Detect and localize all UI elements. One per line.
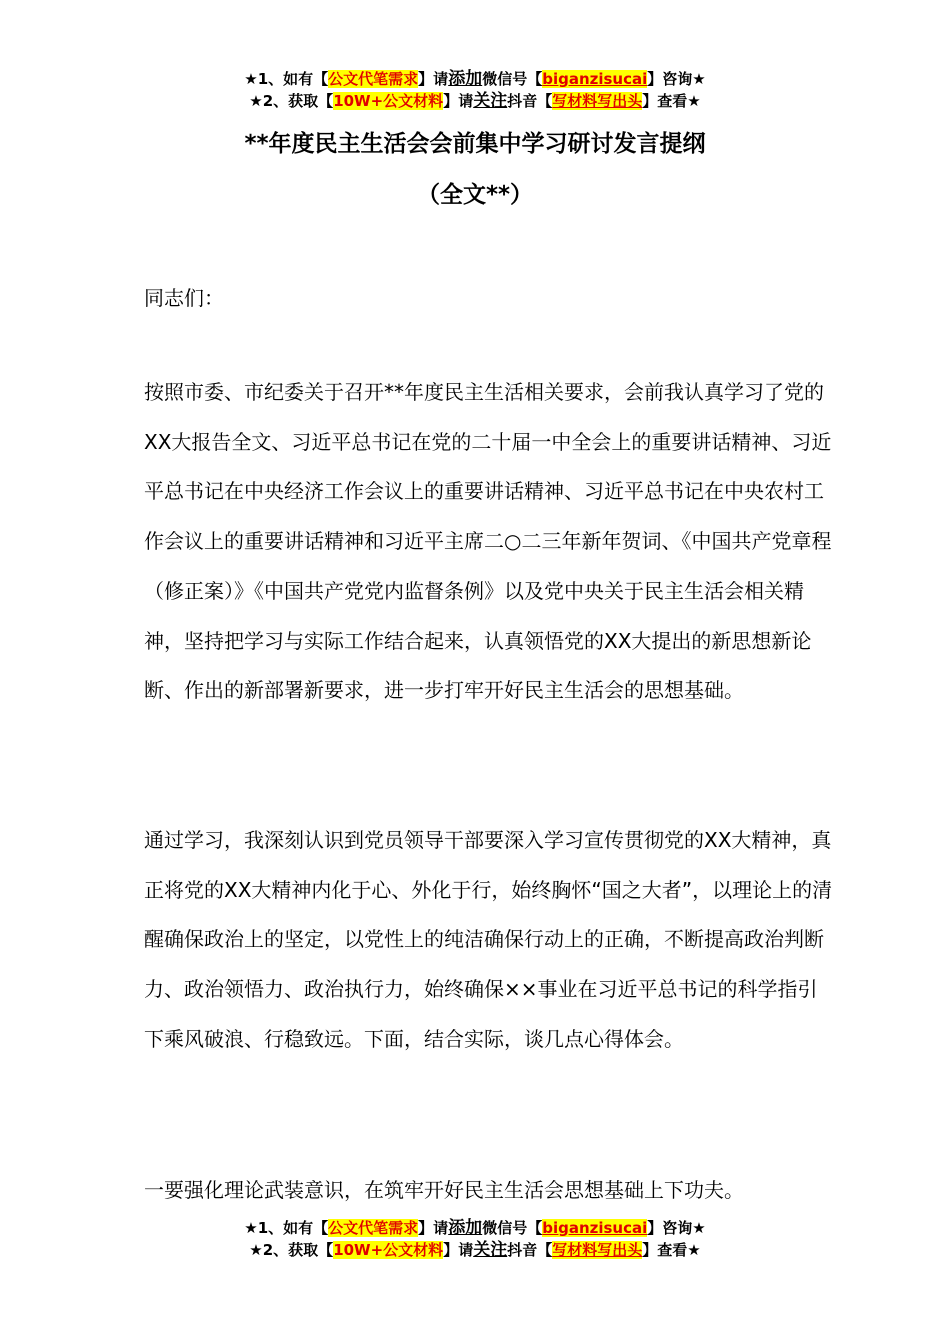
promo-emphasis: 关注: [473, 91, 508, 111]
promo-text: 】咨询★: [647, 1219, 706, 1237]
promo-text: 】查看★: [642, 92, 701, 110]
promo-highlight-service: 公文代笔需求: [328, 1219, 419, 1237]
promo-douyin-id[interactable]: 写材料写出头: [552, 1241, 643, 1259]
promo-text: ★1、如有【: [244, 70, 329, 88]
paragraph-3: 一要强化理论武装意识，在筑牢开好民主生活会思想基础上下功夫。: [144, 1178, 744, 1202]
promo-text: 】请: [418, 1219, 449, 1237]
paragraph-2: 通过学习，我深刻认识到党员领导干部要深入学习宣传贯彻党的XX大精神，真正将党的XX大精神内化于心、外化于行，始终胸怀“国之大者”，以理论上的清醒确保政治上的坚定，以党性上的纯洁确保行动上的正确，不断提高政治判断力、政治领悟力、政治执行力，始终确保××事业在习近平总书记的科学指引下乘风破浪、行稳致远。下面，结合实际，谈几点心得体会。: [144, 828, 833, 1051]
promo-line-1: [0, 1217, 950, 1239]
promo-text: 抖音【: [507, 92, 553, 110]
paragraph-1: 按照市委、市纪委关于召开**年度民主生活相关要求，会前我认真学习了党的XX大报告全文、习近平总书记在党的二十届一中全会上的重要讲话精神、习近平总书记在中央经济工作会议上的重要讲话精神、习近平总书记在中央农村工作会议上的重要讲话精神和习近平主席二○二三年新年贺词、《中国共产党章程（修正案）》《中国共产党党内监督条例》以及党中央关于民主生活会相关精神，坚持把学习与实际工作结合起来，认真领悟党的XX大提出的新思想新论断、作出的新部署新要求，进一步打牢开好民主生活会的思想基础。: [144, 380, 832, 703]
promo-douyin-id[interactable]: 写材料写出头: [552, 92, 643, 110]
promo-text: 抖音【: [507, 1241, 553, 1259]
promo-banner-bottom: [0, 1217, 950, 1261]
promo-text: 】请: [418, 70, 449, 88]
promo-text: 微信号【: [482, 70, 543, 88]
promo-wechat-id[interactable]: biganzisucai: [542, 70, 648, 88]
promo-banner-top: [0, 68, 950, 112]
promo-text: ★1、如有【: [244, 1219, 329, 1237]
promo-text: 】咨询★: [647, 70, 706, 88]
promo-text: 】请: [443, 1241, 474, 1259]
promo-line-2: [0, 90, 950, 112]
promo-text: ★2、获取【: [249, 92, 334, 110]
document-title-subline: （全文**）: [416, 182, 534, 208]
salutation: 同志们：: [144, 286, 224, 310]
promo-text: 微信号【: [482, 1219, 543, 1237]
promo-text: ★2、获取【: [249, 1241, 334, 1259]
promo-emphasis: 添加: [448, 1218, 483, 1238]
promo-line-1: [0, 68, 950, 90]
promo-emphasis: 关注: [473, 1240, 508, 1260]
document-title: **年度民主生活会会前集中学习研讨发言提纲: [244, 131, 706, 157]
promo-line-2: [0, 1239, 950, 1261]
promo-highlight-service: 公文代笔需求: [328, 70, 419, 88]
promo-text: 】请: [443, 92, 474, 110]
promo-highlight-materials: 10W+公文材料: [333, 1241, 444, 1259]
promo-wechat-id[interactable]: biganzisucai: [542, 1219, 648, 1237]
promo-emphasis: 添加: [448, 69, 483, 89]
promo-text: 】查看★: [642, 1241, 701, 1259]
promo-highlight-materials: 10W+公文材料: [333, 92, 444, 110]
